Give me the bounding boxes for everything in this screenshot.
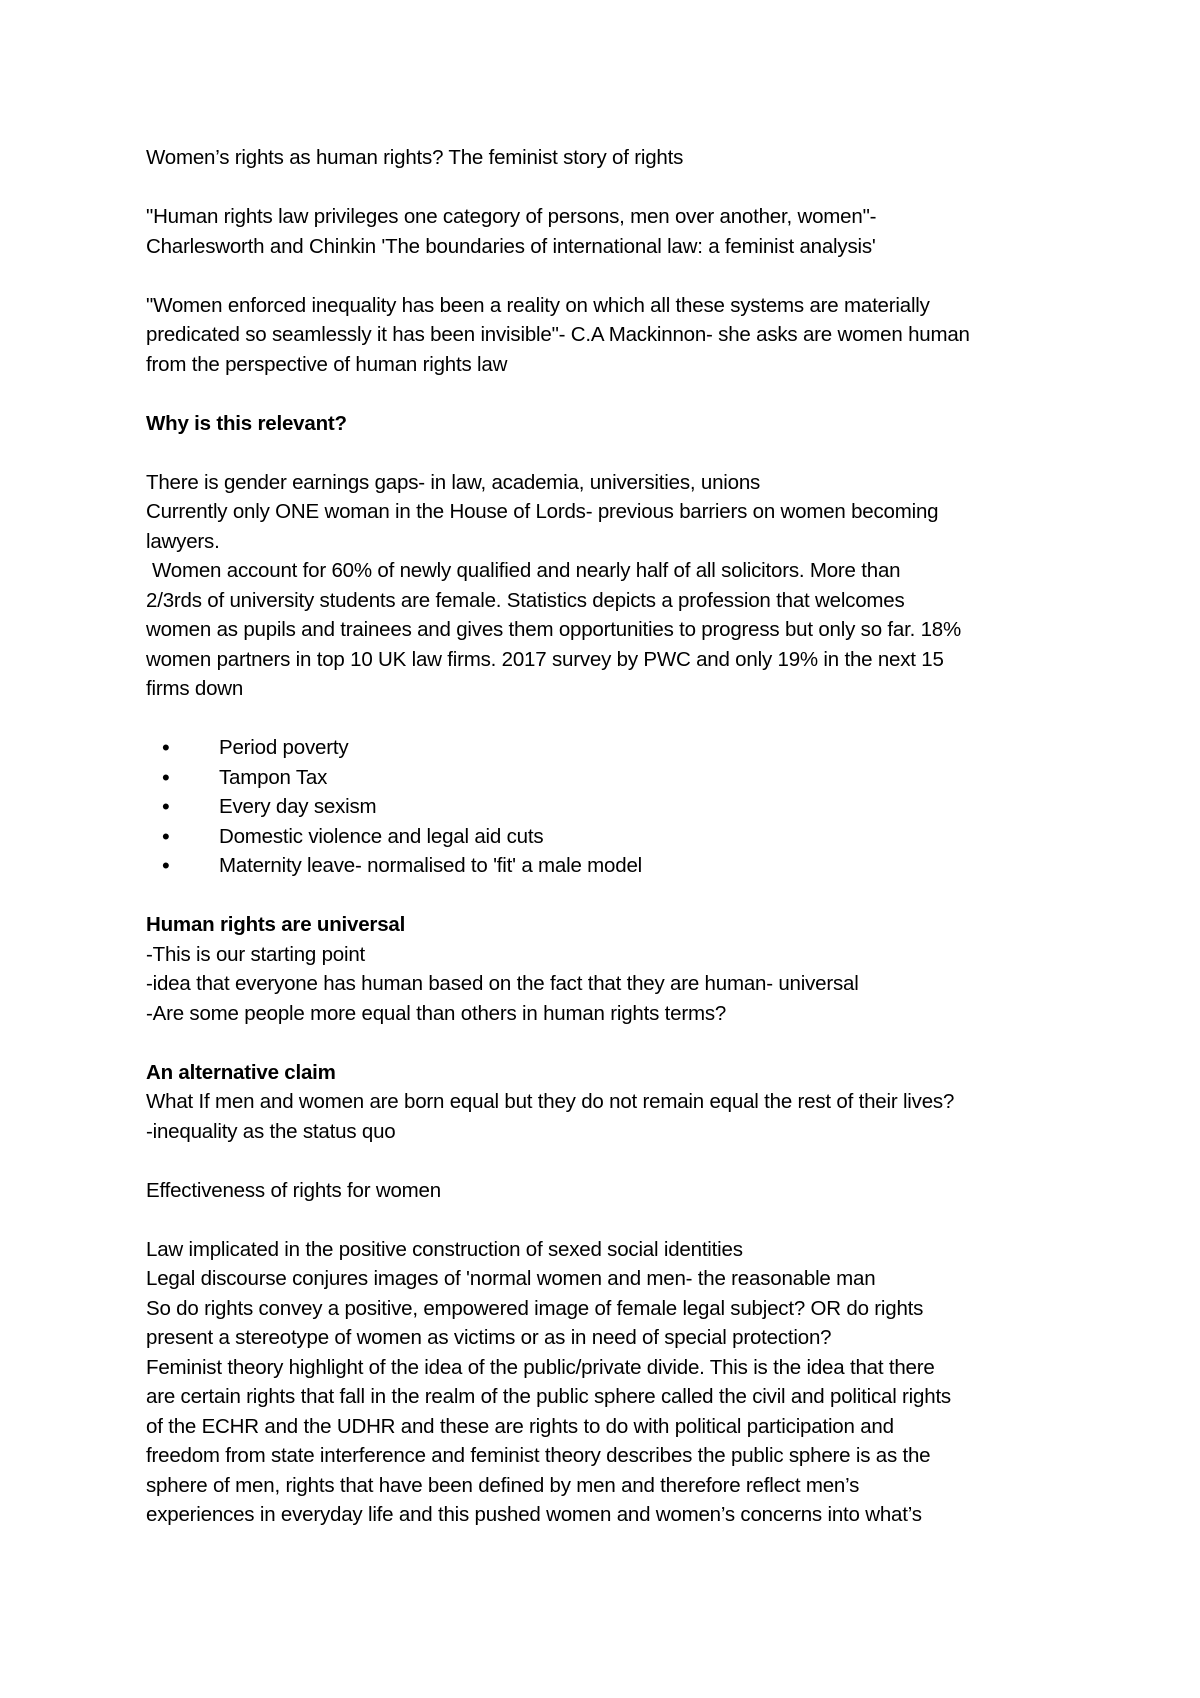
spacer (146, 1205, 1076, 1235)
alternative-paragraph (146, 1087, 1076, 1146)
list-item (146, 792, 1076, 822)
quote-charlesworth (146, 202, 1076, 261)
paragraph-line: sphere of men, rights that have been defined by men and therefore reflect men’s (146, 1473, 860, 1497)
paragraph-line: What If men and women are born equal but they do not remain equal the rest of their lives? (146, 1090, 955, 1113)
paragraph-line: -idea that everyone has human based on the fact that they are human- universal (146, 972, 859, 995)
spacer (146, 438, 1076, 468)
paragraph-line: There is gender earnings gaps- in law, academia, universities, unions (146, 470, 761, 494)
section-heading-alternative: An alternative claim (146, 1060, 336, 1084)
paragraph-line: women partners in top 10 UK law firms. 2017 survey by PWC and only 19% in the next 15 (146, 647, 944, 671)
issues-bullet-list (146, 733, 1076, 881)
paragraph-line: are certain rights that fall in the realm of the public sphere called the civil and political rights (146, 1385, 951, 1408)
spacer (146, 173, 1076, 203)
list-item (146, 851, 1076, 881)
spacer (146, 1146, 1076, 1176)
paragraph-line: So do rights convey a positive, empowered image of female legal subject? OR do rights (146, 1296, 924, 1320)
spacer (146, 261, 1076, 291)
section-heading-universal: Human rights are universal (146, 913, 406, 936)
paragraph-line: of the ECHR and the UDHR and these are rights to do with political participation and (146, 1414, 894, 1438)
paragraph-line: Feminist theory highlight of the idea of the public/private divide. This is the idea that there (146, 1355, 935, 1379)
paragraph-line: Women account for 60% of newly qualified and nearly half of all solicitors. More than (152, 559, 901, 582)
paragraph-line: Law implicated in the positive construction of sexed social identities (146, 1237, 743, 1261)
paragraph-line: -Are some people more equal than others in human rights terms? (146, 1001, 727, 1025)
paragraph-line: women as pupils and trainees and gives them opportunities to progress but only so far. 18% (146, 618, 962, 641)
quote-line: "Women enforced inequality has been a reality on which all these systems are materially (146, 293, 930, 317)
paragraph-line: experiences in everyday life and this pushed women and women’s concerns into what’s (146, 1503, 922, 1526)
quote-line: from the perspective of human rights law (146, 352, 508, 376)
paragraph-line: freedom from state interference and feminist theory describes the public sphere is as the (146, 1444, 931, 1467)
spacer (146, 881, 1076, 911)
document-title: Women’s rights as human rights? The feminist story of rights (146, 146, 684, 169)
list-item-text: Domestic violence and legal aid cuts (219, 824, 544, 848)
paragraph-line: Currently only ONE woman in the House of Lords- previous barriers on women becoming (146, 500, 939, 523)
paragraph-line: 2/3rds of university students are female. Statistics depicts a profession that welcomes (146, 588, 905, 612)
paragraph-line: -inequality as the status quo (146, 1119, 396, 1143)
quote-line: Charlesworth and Chinkin 'The boundaries of international law: a feminist analysis' (146, 234, 876, 258)
list-item-text: Period poverty (219, 736, 349, 759)
bullet-icon: • (162, 735, 170, 760)
universal-paragraph (146, 940, 1076, 1029)
spacer (146, 379, 1076, 409)
paragraph-line: firms down (146, 677, 244, 700)
list-item (146, 822, 1076, 852)
bullet-icon: • (162, 764, 170, 790)
section-heading-effectiveness: Effectiveness of rights for women (146, 1178, 441, 1202)
quote-mackinnon (146, 291, 1076, 380)
document-page (146, 143, 1076, 1530)
bullet-icon: • (162, 794, 170, 819)
quote-line: "Human rights law privileges one category of persons, men over another, women"- (146, 205, 877, 228)
list-item-text: Maternity leave- normalised to 'fit' a male model (219, 854, 643, 877)
bullet-icon: • (162, 823, 170, 849)
paragraph-line: -This is our starting point (146, 942, 366, 966)
bullet-icon: • (162, 853, 170, 878)
quote-line: predicated so seamlessly it has been invisible"- C.A Mackinnon- she asks are women human (146, 323, 970, 346)
paragraph-line: Legal discourse conjures images of 'normal women and men- the reasonable man (146, 1267, 876, 1290)
spacer (146, 704, 1076, 734)
section-heading-relevance: Why is this relevant? (146, 411, 347, 435)
paragraph-line: lawyers. (146, 529, 220, 553)
effectiveness-paragraph (146, 1235, 1076, 1530)
paragraph-line: present a stereotype of women as victims or as in need of special protection? (146, 1326, 832, 1349)
list-item (146, 733, 1076, 763)
list-item-text: Tampon Tax (219, 765, 328, 789)
spacer (146, 1028, 1076, 1058)
relevance-paragraph (146, 468, 1076, 704)
list-item-text: Every day sexism (219, 795, 377, 818)
list-item (146, 763, 1076, 793)
